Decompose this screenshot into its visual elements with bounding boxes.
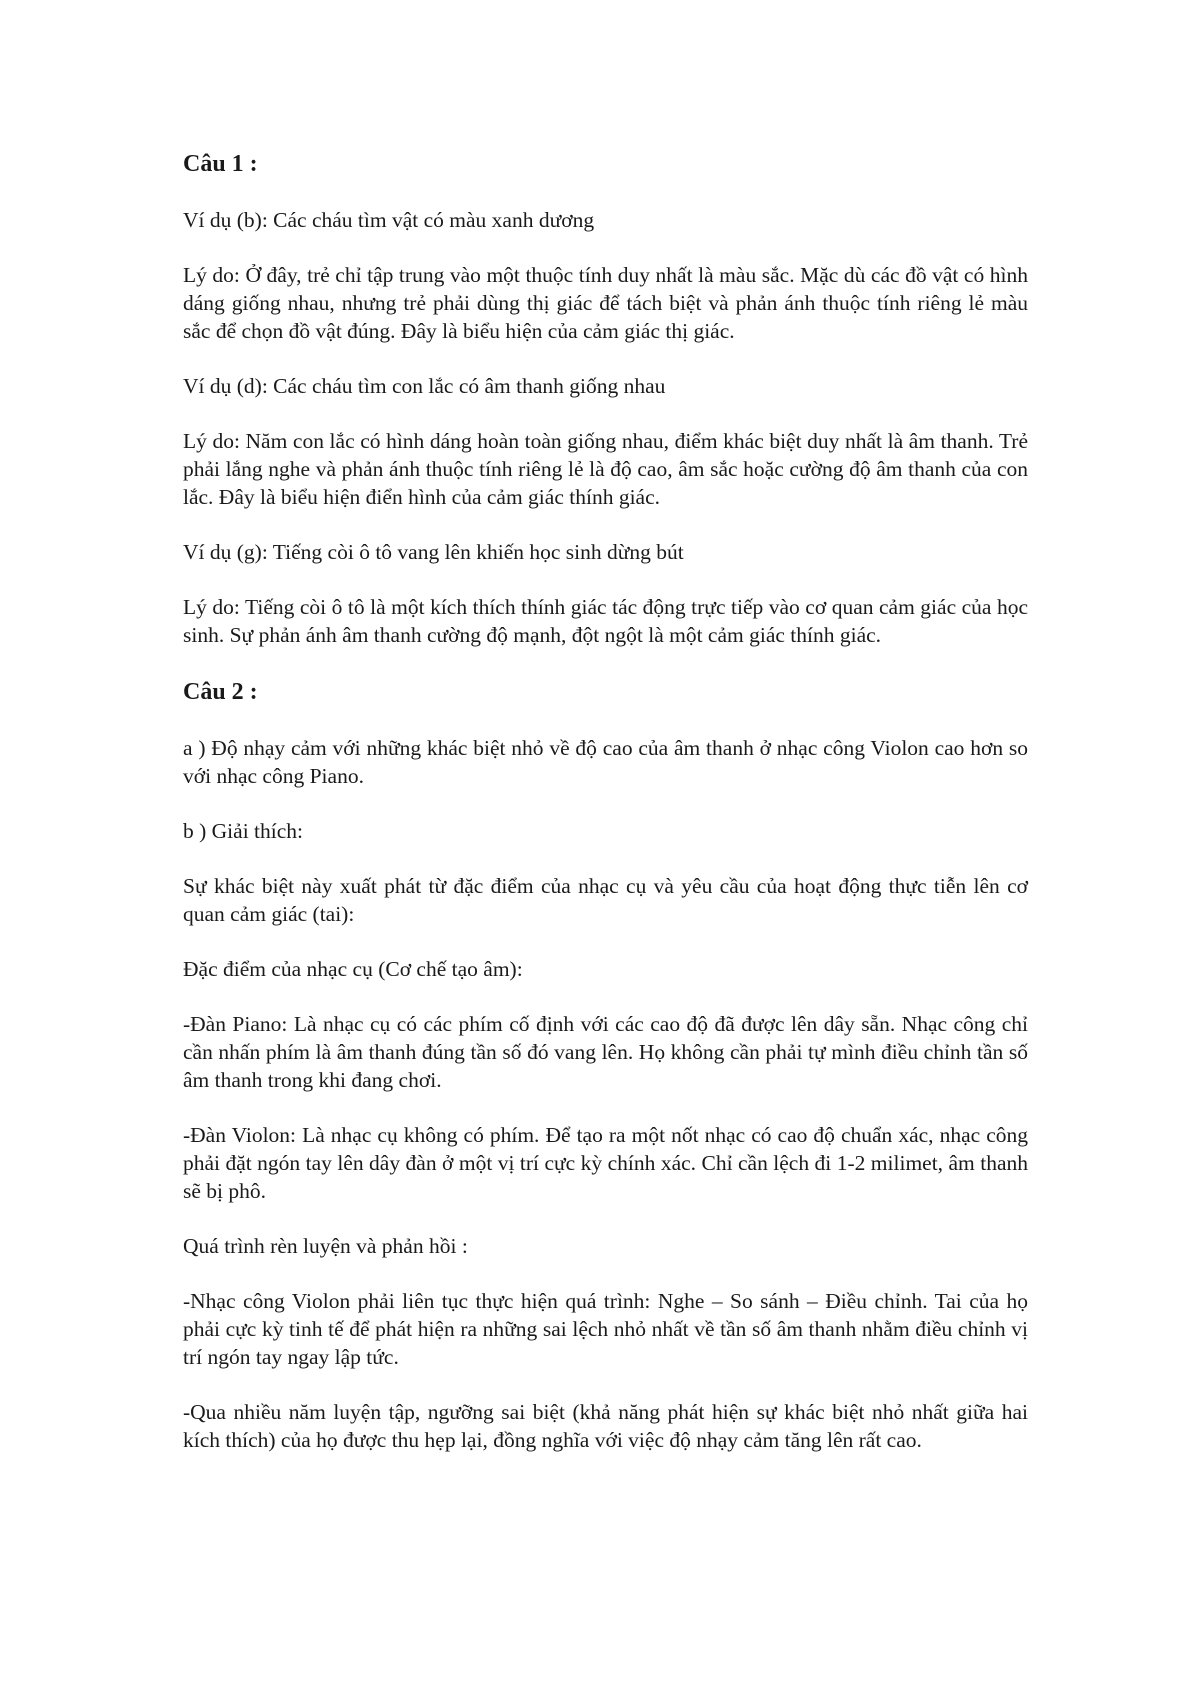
paragraph: Lý do: Năm con lắc có hình dáng hoàn toàn giống nhau, điểm khác biệt duy nhất là âm thanh. Trẻ phải lắng nghe và phản ánh thuộc tính riêng lẻ là độ cao, âm sắc hoặc cường độ âm thanh của con lắc. Đây là biểu hiện điển hình của cảm giác thính giác.	[183, 429, 1028, 509]
paragraph: Quá trình rèn luyện và phản hồi :	[183, 1234, 468, 1258]
paragraph: a ) Độ nhạy cảm với những khác biệt nhỏ về độ cao của âm thanh ở nhạc công Violon cao hơn so với nhạc công Piano.	[183, 736, 1028, 788]
section-cau-2	[183, 676, 1028, 1454]
paragraph: Ví dụ (g): Tiếng còi ô tô vang lên khiến học sinh dừng bút	[183, 540, 684, 564]
paragraph: Sự khác biệt này xuất phát từ đặc điểm của nhạc cụ và yêu cầu của hoạt động thực tiễn lên cơ quan cảm giác (tai):	[183, 874, 1028, 926]
document-page	[183, 148, 1028, 1481]
paragraph: Ví dụ (d): Các cháu tìm con lắc có âm thanh giống nhau	[183, 374, 666, 398]
section-heading: Câu 2 :	[183, 679, 258, 705]
paragraph: Đặc điểm của nhạc cụ (Cơ chế tạo âm):	[183, 957, 523, 981]
paragraph: -Đàn Violon: Là nhạc cụ không có phím. Để tạo ra một nốt nhạc có cao độ chuẩn xác, nhạc công phải đặt ngón tay lên dây đàn ở một vị trí cực kỳ chính xác. Chỉ cần lệch đi 1-2 milimet, âm thanh sẽ bị phô.	[183, 1123, 1028, 1203]
paragraph: -Qua nhiều năm luyện tập, ngưỡng sai biệt (khả năng phát hiện sự khác biệt nhỏ nhất giữa hai kích thích) của họ được thu hẹp lại, đồng nghĩa với việc độ nhạy cảm tăng lên rất cao.	[183, 1400, 1028, 1452]
paragraph: -Đàn Piano: Là nhạc cụ có các phím cố định với các cao độ đã được lên dây sẵn. Nhạc công chỉ cần nhấn phím là âm thanh đúng tần số đó vang lên. Họ không cần phải tự mình điều chỉnh tần số âm thanh trong khi đang chơi.	[183, 1012, 1028, 1092]
section-cau-1	[183, 148, 1028, 649]
section-heading: Câu 1 :	[183, 151, 258, 177]
paragraph: Ví dụ (b): Các cháu tìm vật có màu xanh dương	[183, 208, 595, 232]
paragraph: Lý do: Ở đây, trẻ chỉ tập trung vào một thuộc tính duy nhất là màu sắc. Mặc dù các đồ vật có hình dáng giống nhau, nhưng trẻ phải dùng thị giác để tách biệt và phản ánh thuộc tính riêng lẻ màu sắc để chọn đồ vật đúng. Đây là biểu hiện của cảm giác thị giác.	[183, 263, 1028, 343]
paragraph: -Nhạc công Violon phải liên tục thực hiện quá trình: Nghe – So sánh – Điều chỉnh. Tai của họ phải cực kỳ tinh tế để phát hiện ra những sai lệch nhỏ nhất về tần số âm thanh nhằm điều chỉnh vị trí ngón tay ngay lập tức.	[183, 1289, 1028, 1369]
paragraph: b ) Giải thích:	[183, 819, 304, 843]
paragraph: Lý do: Tiếng còi ô tô là một kích thích thính giác tác động trực tiếp vào cơ quan cảm giác của học sinh. Sự phản ánh âm thanh cường độ mạnh, đột ngột là một cảm giác thính giác.	[183, 595, 1028, 647]
